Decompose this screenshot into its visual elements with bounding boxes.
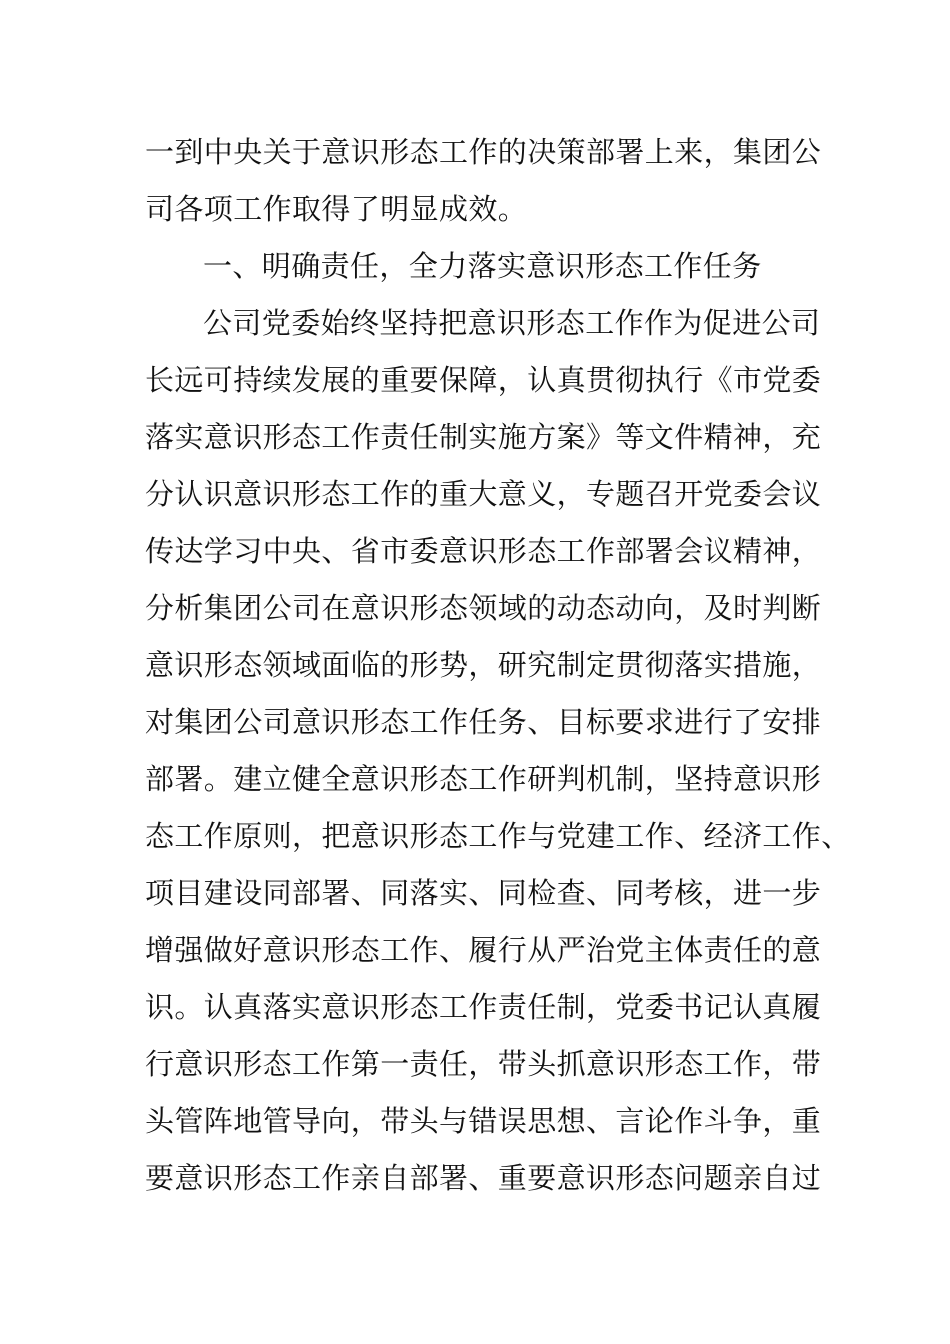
text-line: 司各项工作取得了明显成效。 xyxy=(145,192,528,226)
text-line: 传达学习中央、省市委意识形态工作部署会议精神， xyxy=(145,534,822,568)
text-line: 分析集团公司在意识形态领域的动态动向，及时判断 xyxy=(145,591,822,625)
section-heading: 一、明确责任，全力落实意识形态工作任务 xyxy=(203,249,762,283)
text-line: 分认识意识形态工作的重大意义，专题召开党委会议 xyxy=(145,477,822,511)
text-line: 增强做好意识形态工作、履行从严治党主体责任的意 xyxy=(145,933,822,967)
paragraph-first-line: 公司党委始终坚持把意识形态工作作为促进公司 xyxy=(203,306,821,340)
text-line: 长远可持续发展的重要保障，认真贯彻执行《市党委 xyxy=(145,363,822,397)
text-line: 态工作原则，把意识形态工作与党建工作、经济工作、 xyxy=(145,819,851,853)
text-line: 对集团公司意识形态工作任务、目标要求进行了安排 xyxy=(145,705,822,739)
text-line: 头管阵地管导向，带头与错误思想、言论作斗争，重 xyxy=(145,1104,822,1138)
text-line: 行意识形态工作第一责任，带头抓意识形态工作，带 xyxy=(145,1047,822,1081)
text-line: 落实意识形态工作责任制实施方案》等文件精神，充 xyxy=(145,420,822,454)
text-line: 一到中央关于意识形态工作的决策部署上来，集团公 xyxy=(145,135,822,169)
text-line: 意识形态领域面临的形势，研究制定贯彻落实措施， xyxy=(145,648,822,682)
text-line: 要意识形态工作亲自部署、重要意识形态问题亲自过 xyxy=(145,1161,822,1195)
text-line: 部署。建立健全意识形态工作研判机制，坚持意识形 xyxy=(145,762,822,796)
text-line: 识。认真落实意识形态工作责任制，党委书记认真履 xyxy=(145,990,822,1024)
text-line: 项目建设同部署、同落实、同检查、同考核，进一步 xyxy=(145,876,822,910)
